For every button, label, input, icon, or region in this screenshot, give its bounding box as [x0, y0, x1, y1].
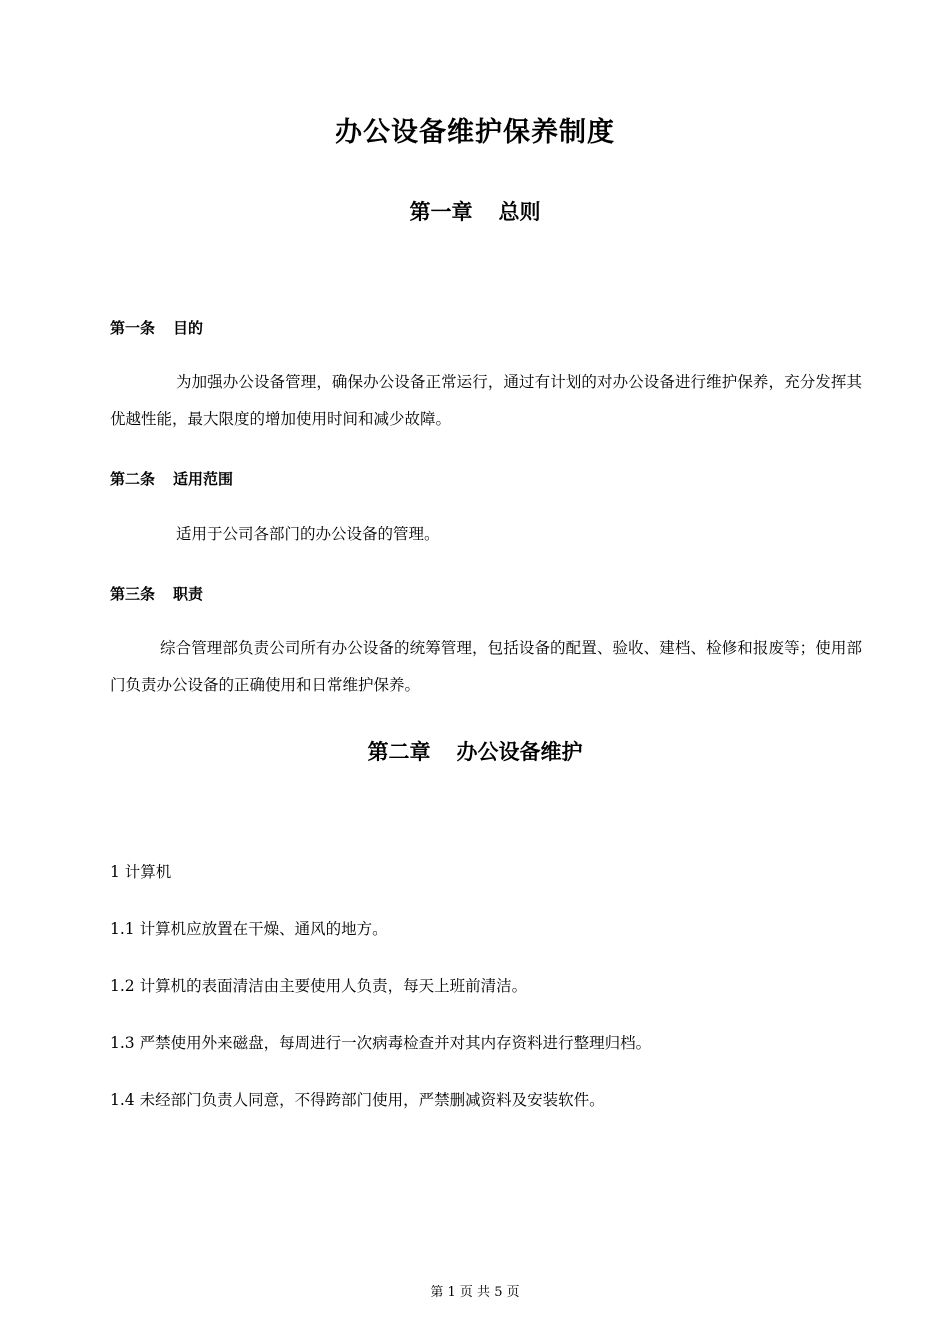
article-3-heading — [110, 583, 203, 604]
article-3-number: 第三条 — [110, 585, 156, 603]
section-1-item-3: 1.3 严禁使用外来磁盘，每周进行一次病毒检查并对其内存资料进行整理归档。 — [110, 1034, 652, 1052]
article-2-number: 第二条 — [110, 470, 156, 488]
article-1-number: 第一条 — [110, 319, 156, 337]
article-1-heading — [110, 317, 203, 338]
chapter-1-heading — [0, 196, 950, 226]
article-2-name: 适用范围 — [173, 470, 234, 488]
chapter-2-name: 办公设备维护 — [456, 739, 583, 764]
chapter-1-number: 第一章 — [409, 199, 473, 224]
chapter-1-name: 总则 — [498, 199, 541, 224]
chapter-2-heading — [0, 736, 950, 766]
section-1-item-4: 1.4 未经部门负责人同意，不得跨部门使用，严禁删减资料及安装软件。 — [110, 1091, 605, 1109]
article-3-name: 职责 — [173, 585, 204, 603]
page-footer: 第 1 页 共 5 页 — [430, 1285, 520, 1300]
article-1-name: 目的 — [173, 319, 204, 337]
article-2-heading — [110, 468, 233, 489]
document-title: 办公设备维护保养制度 — [335, 117, 615, 148]
chapter-2-number: 第二章 — [367, 739, 431, 764]
article-3-body: 综合管理部负责公司所有办公设备的统筹管理，包括设备的配置、验收、建档、检修和报废等；使用部门负责办公设备的正确使用和日常维护保养。 — [110, 639, 862, 694]
section-1-item-2: 1.2 计算机的表面清洁由主要使用人负责，每天上班前清洁。 — [110, 977, 528, 995]
article-2-body: 适用于公司各部门的办公设备的管理。 — [176, 525, 440, 543]
article-1-body: 为加强办公设备管理，确保办公设备正常运行，通过有计划的对办公设备进行维护保养，充分发挥其优越性能，最大限度的增加使用时间和减少故障。 — [110, 373, 862, 428]
section-1-item-1: 1.1 计算机应放置在干燥、通风的地方。 — [110, 920, 388, 938]
section-1-heading: 1 计算机 — [110, 863, 172, 881]
